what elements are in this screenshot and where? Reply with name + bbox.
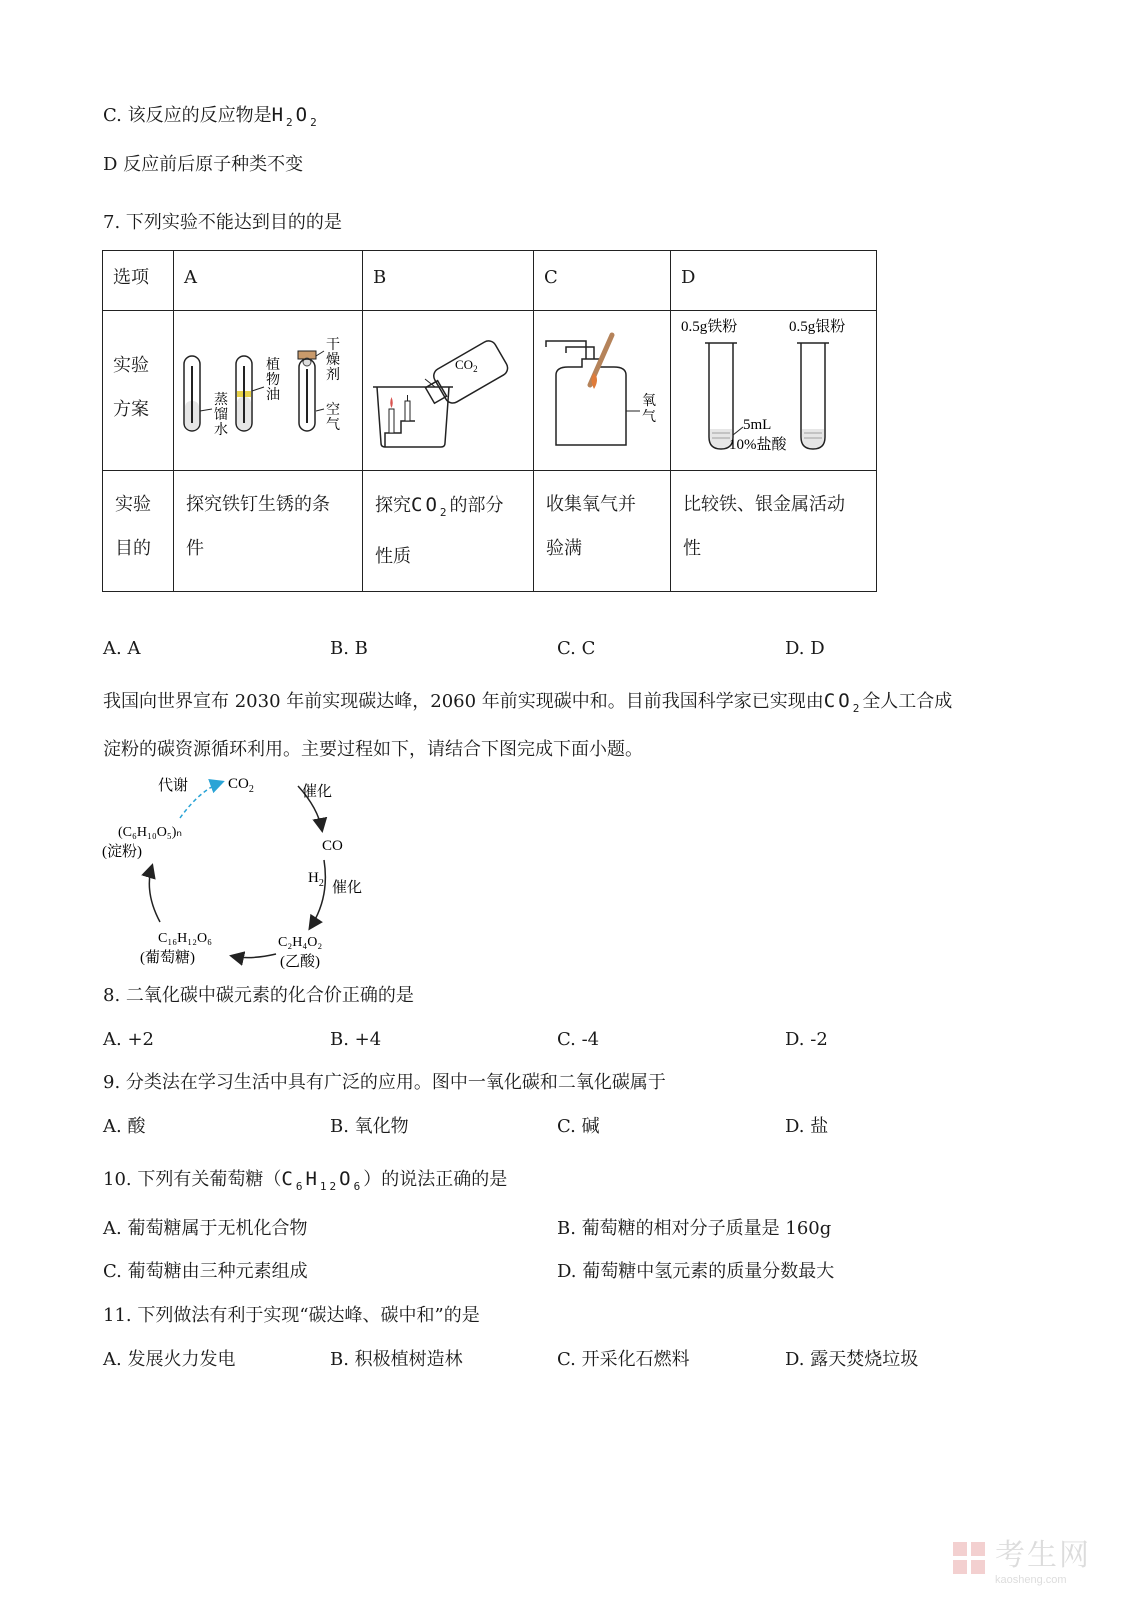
oxygen-collection-figure bbox=[534, 311, 670, 461]
purpose-d: 比较铁、银金属活动 性 bbox=[683, 494, 845, 559]
svg-text:氧: 氧 bbox=[642, 394, 656, 409]
header-a: A bbox=[184, 267, 197, 288]
svg-text:剂: 剂 bbox=[326, 368, 340, 383]
purpose-b: 探究$CO_2$的部分 性质 bbox=[375, 494, 504, 567]
header-c: C bbox=[544, 267, 558, 288]
label-h2: $H_2$ bbox=[308, 870, 324, 889]
header-label: 选项 bbox=[113, 267, 149, 288]
label-co2: $CO_2$ bbox=[228, 776, 254, 795]
label-catalysis-2: 催化 bbox=[332, 880, 363, 896]
svg-text:水: 水 bbox=[214, 423, 228, 438]
q8-stem: 8. 二氧化碳中碳元素的化合价正确的是 bbox=[103, 985, 414, 1006]
q7-option-a[interactable]: A. A bbox=[103, 638, 141, 659]
experiment-table bbox=[102, 250, 877, 592]
q11-option-d[interactable]: D. 露天焚烧垃圾 bbox=[785, 1349, 919, 1370]
watermark: 考生网 kaosheng.com bbox=[949, 1530, 1091, 1586]
row-purpose-label: 实验 目的 bbox=[115, 494, 151, 559]
watermark-logo-icon bbox=[949, 1538, 989, 1578]
svg-text:物: 物 bbox=[266, 373, 280, 388]
h2o2-formula: $H_2O_2$ bbox=[271, 104, 320, 129]
q10-option-a[interactable]: A. 葡萄糖属于无机化合物 bbox=[103, 1218, 308, 1239]
label-co: CO bbox=[322, 838, 343, 854]
co2-formula: $CO_2$ bbox=[411, 494, 450, 519]
q8-option-d[interactable]: D. -2 bbox=[785, 1029, 828, 1050]
co2-formula: $CO_2$ bbox=[823, 690, 863, 715]
q8-option-a[interactable]: A. +2 bbox=[103, 1029, 154, 1050]
q11-stem: 11. 下列做法有利于实现“碳达峰、碳中和”的是 bbox=[103, 1305, 480, 1326]
purpose-c: 收集氧气并 验满 bbox=[546, 494, 636, 559]
svg-text:油: 油 bbox=[266, 388, 280, 403]
q9-option-d[interactable]: D. 盐 bbox=[785, 1116, 829, 1137]
arrow-glucose-to-starch bbox=[149, 866, 160, 922]
label-glucose-formula: C₁₆H₁₂O₆ bbox=[158, 931, 212, 946]
q10-option-c[interactable]: C. 葡萄糖由三种元素组成 bbox=[103, 1261, 308, 1282]
glucose-formula: $C_6H_{12}O_6$ bbox=[281, 1168, 364, 1193]
q8-option-b[interactable]: B. +4 bbox=[330, 1029, 382, 1050]
q11-option-a[interactable]: A. 发展火力发电 bbox=[103, 1349, 236, 1370]
q11-option-c[interactable]: C. 开采化石燃料 bbox=[557, 1349, 690, 1370]
q7-option-b[interactable]: B. B bbox=[330, 638, 368, 659]
metal-activity-figure bbox=[671, 311, 876, 461]
q7-stem: 7. 下列实验不能达到目的的是 bbox=[103, 212, 342, 233]
q10-stem: 10. 下列有关葡萄糖$(C_6H_{12}O_6)$的说法正确的是 bbox=[103, 1168, 508, 1193]
q7-option-d[interactable]: D. D bbox=[785, 638, 825, 659]
q6-option-d: D 反应前后原子种类不变 bbox=[103, 154, 304, 175]
arrow-acetic-to-glucose bbox=[232, 954, 276, 958]
iron-rust-experiment-figure bbox=[174, 311, 362, 461]
label-starch-name: (淀粉) bbox=[102, 844, 142, 860]
label-acetic-formula: C₂H₄O₂ bbox=[278, 935, 323, 950]
q11-option-b[interactable]: B. 积极植树造林 bbox=[330, 1349, 463, 1370]
svg-text:10%盐酸: 10%盐酸 bbox=[729, 437, 787, 453]
svg-text:燥: 燥 bbox=[326, 353, 340, 368]
q9-option-a[interactable]: A. 酸 bbox=[103, 1116, 146, 1137]
q9-stem: 9. 分类法在学习生活中具有广泛的应用。图中一氧化碳和二氧化碳属于 bbox=[103, 1072, 666, 1093]
co2-label: $CO_2$ bbox=[455, 357, 478, 374]
q10-option-b[interactable]: B. 葡萄糖的相对分子质量是 160g bbox=[557, 1218, 832, 1239]
row-plan-label: 实验 方案 bbox=[113, 355, 149, 420]
header-b: B bbox=[373, 267, 387, 288]
svg-text:馏: 馏 bbox=[214, 408, 228, 423]
label-glucose-name: (葡萄糖) bbox=[140, 950, 195, 966]
carbon-cycle-diagram bbox=[100, 770, 400, 980]
purpose-a: 探究铁钉生锈的条 件 bbox=[186, 494, 330, 559]
svg-text:0.5g银粉: 0.5g银粉 bbox=[789, 319, 846, 335]
svg-text:0.5g铁粉: 0.5g铁粉 bbox=[681, 319, 738, 335]
passage-line-2: 淀粉的碳资源循环利用。主要过程如下，请结合下图完成下面小题。 bbox=[103, 739, 643, 760]
label-metabolism: 代谢 bbox=[158, 778, 189, 794]
q10-option-d[interactable]: D. 葡萄糖中氢元素的质量分数最大 bbox=[557, 1261, 835, 1282]
q7-option-c[interactable]: C. C bbox=[557, 638, 596, 659]
svg-text:空: 空 bbox=[326, 403, 340, 418]
q9-option-c[interactable]: C. 碱 bbox=[557, 1116, 600, 1137]
svg-text:干: 干 bbox=[326, 338, 340, 353]
svg-text:气: 气 bbox=[642, 410, 656, 425]
svg-text:蒸: 蒸 bbox=[214, 393, 228, 408]
q8-option-c[interactable]: C. -4 bbox=[557, 1029, 600, 1050]
label-starch-formula: (C₆H₁₀O₅)ₙ bbox=[118, 825, 182, 840]
svg-text:气: 气 bbox=[326, 418, 340, 433]
svg-text:植: 植 bbox=[266, 358, 280, 373]
header-d: D bbox=[681, 267, 696, 288]
svg-text:5mL: 5mL bbox=[743, 417, 772, 433]
label-acetic-name: (乙酸) bbox=[280, 954, 320, 970]
q9-option-b[interactable]: B. 氧化物 bbox=[330, 1116, 409, 1137]
passage-line-1: 我国向世界宣布 2030 年前实现碳达峰，2060 年前实现碳中和。目前我国科学家已实现由$CO_2$全人工合成 bbox=[103, 690, 953, 715]
co2-property-experiment-figure bbox=[363, 311, 533, 461]
label-catalysis-1: 催化 bbox=[302, 784, 333, 800]
q6-option-c: C. 该反应的反应物是$H_2O_2$ bbox=[103, 104, 320, 129]
